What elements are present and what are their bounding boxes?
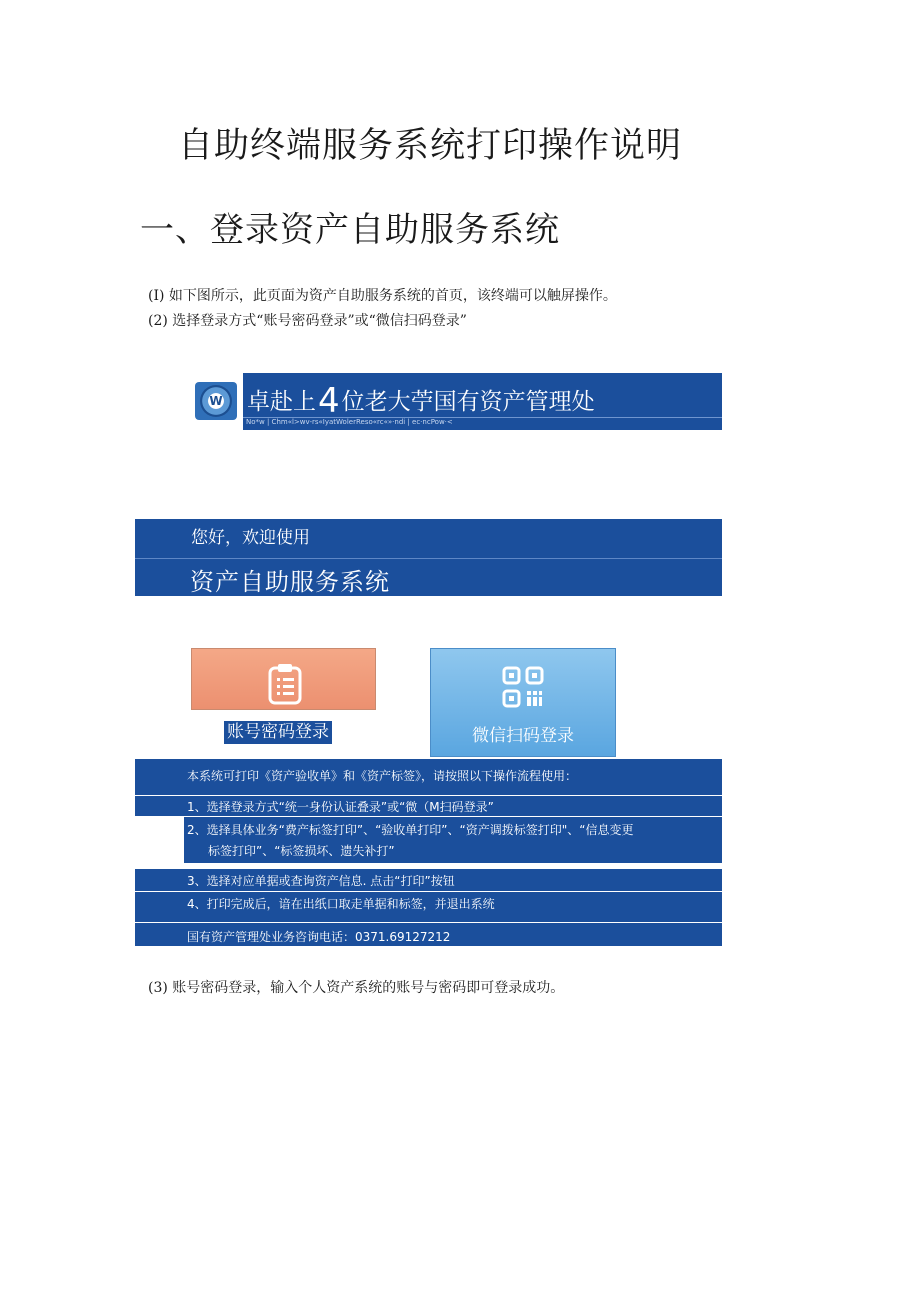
university-logo — [195, 382, 237, 420]
wechat-login-label: 微信扫码登录 — [472, 726, 574, 746]
paragraph-1: (I) 如下图所示，此页面为资产自助服务系统的首页，该终端可以触屏操作。 — [148, 288, 617, 304]
paragraph-3: (3) 账号密码登录，输入个人资产系统的账号与密码即可登录成功。 — [148, 980, 565, 996]
account-login-button[interactable] — [191, 648, 376, 710]
instruction-step-2a: 2、选择具体业务“费产标签打印”、“验收单打印”、“资产调拨标签打印"、“信息变更 — [187, 823, 634, 837]
logo-emblem-icon: W — [200, 385, 232, 417]
instructions-intro — [135, 759, 722, 795]
instruction-step-2b: 标签打印”、“标签损坏、遗失补打” — [208, 844, 395, 858]
instruction-step-4 — [135, 892, 722, 922]
instruction-step-1 — [135, 796, 722, 816]
instructions-intro-text: 本系统可打印《资产验收单》和《资产标签》，请按照以下操作流程使用： — [187, 769, 578, 783]
instruction-step-3 — [135, 869, 722, 891]
hotline-row — [135, 923, 722, 946]
instruction-step-1-text: 1、选择登录方式“统一身份认证叠录”或“微（M扫码登录” — [187, 800, 494, 814]
banner-title-pre: 卓赴上 — [247, 389, 316, 415]
system-name: 资产自助服务系统 — [190, 568, 390, 596]
banner-title-big: 4 — [318, 381, 340, 421]
instruction-step-4-text: 4、打印完成后，谙在出纸口取走单据和标签，并退出系统 — [187, 897, 495, 911]
banner-title — [247, 381, 595, 421]
clipboard-icon — [267, 663, 303, 705]
document-title: 自助终端服务系统打印操作说明 — [177, 126, 682, 166]
account-login-label[interactable]: 账号密码登录 — [224, 721, 332, 744]
instruction-step-2 — [184, 817, 722, 863]
section-heading: 一、登录资产自助服务系统 — [140, 210, 560, 250]
instruction-step-3-text: 3、选择对应单据或查询资产信息. 点击“打印”按钮 — [187, 874, 455, 888]
banner-title-post: 位老大苧国有资产管理处 — [341, 389, 595, 415]
wechat-login-button[interactable] — [430, 648, 616, 757]
paragraph-2: (2) 选择登录方式“账号密码登录”或“微信扫码登录” — [148, 313, 467, 329]
welcome-divider — [135, 558, 722, 559]
instruction-step-2-text — [187, 820, 717, 862]
welcome-greeting: 您好，欢迎使用 — [191, 528, 310, 548]
qr-code-icon — [502, 666, 544, 708]
header-banner — [243, 373, 722, 430]
welcome-panel — [135, 519, 722, 596]
hotline-text: 国有资产管理处业务咨询电话：0371.69127212 — [187, 930, 451, 944]
banner-subtitle: No*w | Chm«l>wv-rs«IyatWolerReso«rc«»·ndi | ec·ncPow·< — [246, 418, 453, 426]
